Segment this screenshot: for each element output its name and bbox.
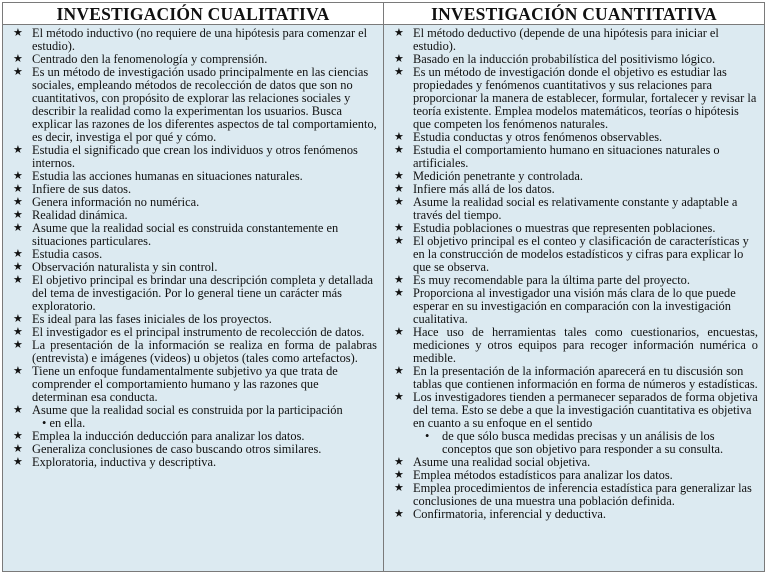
inline-sub-bullet: • en ella. <box>42 416 86 430</box>
star-icon: ★ <box>13 443 23 455</box>
star-icon: ★ <box>394 482 404 494</box>
list-item: ★ La presentación de la información se realiza en forma de palabras (entrevista) e imágenes (videos) u objetos (tales como artefactos). <box>13 338 377 365</box>
list-item: ★ Emplea procedimientos de inferencia estadística para generalizar las conclusiones de una muestra una población definida. <box>394 481 752 508</box>
list-item: ★ Emplea métodos estadísticos para analizar los datos. <box>394 468 673 482</box>
star-icon: ★ <box>13 261 23 273</box>
list-item: ★ Observación naturalista y sin control. <box>13 260 218 274</box>
star-icon: ★ <box>394 196 404 208</box>
star-icon: ★ <box>13 313 23 325</box>
list-item: ★ Basado en la inducción probabilística del positivismo lógico. <box>394 52 716 66</box>
list-item: ★ Confirmatoria, inferencial y deductiva. <box>394 507 607 521</box>
list-item: ★ Asume una realidad social objetiva. <box>394 455 591 469</box>
list-item: ★ Generaliza conclusiones de caso buscando otros similares. <box>13 442 322 456</box>
list-item: ★ Hace uso de herramientas tales como cuestionarios, encuestas, mediciones y otros equipos para recoger información numérica o medible. <box>394 325 758 365</box>
star-icon: ★ <box>394 365 404 377</box>
sub-list <box>413 430 758 456</box>
star-icon: ★ <box>394 66 404 78</box>
star-icon: ★ <box>394 131 404 143</box>
list-item: ★ Estudia el comportamiento humano en situaciones naturales o artificiales. <box>394 143 720 170</box>
list-item: ★ Es un método de investigación donde el objetivo es estudiar las propiedades y fenómenos cuantitativos y sus relaciones para proporcionar la manera de establecer, formular, fortalecer y revisar la teoría existente. Emplea modelos matemáticos, teorías o hipótesis que competen los fenómenos naturales. <box>394 65 757 131</box>
list-item: ★ Asume la realidad social es relativamente constante y adaptable a través del tiempo. <box>394 195 738 222</box>
star-icon: ★ <box>394 222 404 234</box>
list-item: ★ Infiere más allá de los datos. <box>394 182 555 196</box>
sub-list-item: • de que sólo busca medidas precisas y un análisis de los conceptos que son objetivo para responder a su consulta. <box>425 429 724 456</box>
star-icon: ★ <box>13 66 23 78</box>
star-icon: ★ <box>13 183 23 195</box>
star-icon: ★ <box>13 53 23 65</box>
list-item: ★ En la presentación de la información aparecerá en tu discusión son tablas que contienen información en forma de números y estadísticas. <box>394 364 758 391</box>
list-item: ★ Emplea la inducción deducción para analizar los datos. <box>13 429 305 443</box>
list-item: ★ El objetivo principal es el conteo y clasificación de características y en la construcción de modelos estadísticos y cifras para explicar lo que se observa. <box>394 234 749 274</box>
star-icon: ★ <box>394 456 404 468</box>
star-icon: ★ <box>394 391 404 403</box>
list-item: ★ Los investigadores tienden a permanecer separados de forma objetiva del tema. Esto se debe a que la investigación cuantitativa es objetiva en cuanto a su enfoque en el sentido • de que sólo busca medidas precisas y un análisis de los conceptos que son objetivo para responder a su consulta. <box>394 390 758 456</box>
list-item: ★ Asume que la realidad social es construida por la participación • en ella. <box>13 403 343 430</box>
star-icon: ★ <box>13 430 23 442</box>
list-item: ★ Exploratoria, inductiva y descriptiva. <box>13 455 217 469</box>
list-item: ★ Estudia conductas y otros fenómenos observables. <box>394 130 663 144</box>
star-icon: ★ <box>394 508 404 520</box>
star-icon: ★ <box>13 170 23 182</box>
qualitative-heading: INVESTIGACIÓN CUALITATIVA <box>3 3 384 25</box>
star-icon: ★ <box>394 183 404 195</box>
dot-icon: • <box>42 416 47 430</box>
star-icon: ★ <box>394 144 404 156</box>
list-item: ★ Estudia el significado que crean los individuos y otros fenómenos internos. <box>13 143 358 170</box>
list-item: ★ Estudia las acciones humanas en situaciones naturales. <box>13 169 303 183</box>
star-icon: ★ <box>394 53 404 65</box>
star-icon: ★ <box>13 456 23 468</box>
star-icon: ★ <box>13 404 23 416</box>
dot-icon: • <box>425 429 430 443</box>
comparison-table <box>2 2 765 572</box>
star-icon: ★ <box>394 235 404 247</box>
list-item: ★ Es ideal para las fases iniciales de los proyectos. <box>13 312 272 326</box>
list-item: ★ Tiene un enfoque fundamentalmente subjetivo ya que trata de comprender el comportamiento humano y las razones que determinan esa conducta. <box>13 364 338 404</box>
star-icon: ★ <box>13 274 23 286</box>
list-item: ★ Centrado den la fenomenología y comprensión. <box>13 52 268 66</box>
star-icon: ★ <box>13 339 23 351</box>
list-item: ★ Medición penetrante y controlada. <box>394 169 583 183</box>
quantitative-heading: INVESTIGACIÓN CUANTITATIVA <box>384 3 764 25</box>
star-icon: ★ <box>13 196 23 208</box>
list-item: ★ Estudia poblaciones o muestras que representen poblaciones. <box>394 221 716 235</box>
list-item: ★ Es un método de investigación usado principalmente en las ciencias sociales, empleando métodos de recolección de datos que son no cuantitativos, con propósito de explorar las relaciones sociales y describir la realidad como la experimentan los usuarios. Busca explicar las razones de los diferentes aspectos de tal comportamiento, es decir, investiga el por qué y cómo. <box>13 65 377 144</box>
quantitative-list <box>384 27 758 521</box>
star-icon: ★ <box>394 274 404 286</box>
star-icon: ★ <box>394 170 404 182</box>
qualitative-column <box>3 25 384 571</box>
list-item: ★ Infiere de sus datos. <box>13 182 132 196</box>
list-item: ★ El investigador es el principal instrumento de recolección de datos. <box>13 325 365 339</box>
list-item: ★ Realidad dinámica. <box>13 208 128 222</box>
qualitative-list <box>3 27 377 469</box>
star-icon: ★ <box>13 144 23 156</box>
list-item: ★ El método inductivo (no requiere de una hipótesis para comenzar el estudio). <box>13 26 368 53</box>
star-icon: ★ <box>394 326 404 338</box>
quantitative-column <box>384 25 764 571</box>
star-icon: ★ <box>394 27 404 39</box>
list-item: ★ Genera información no numérica. <box>13 195 200 209</box>
star-icon: ★ <box>394 469 404 481</box>
list-item: ★ El objetivo principal es brindar una descripción completa y detallada del tema de investigación. Por lo general tiene un carácter más exploratorio. <box>13 273 373 313</box>
star-icon: ★ <box>13 326 23 338</box>
star-icon: ★ <box>13 222 23 234</box>
star-icon: ★ <box>13 248 23 260</box>
list-item: ★ Estudia casos. <box>13 247 103 261</box>
star-icon: ★ <box>13 365 23 377</box>
list-item: ★ Proporciona al investigador una visión más clara de lo que puede esperar en su investigación en comparación con la investigación cualitativa. <box>394 286 736 326</box>
star-icon: ★ <box>13 27 23 39</box>
list-item: ★ El método deductivo (depende de una hipótesis para iniciar el estudio). <box>394 26 719 53</box>
list-item: ★ Asume que la realidad social es construida constantemente en situaciones particulares. <box>13 221 339 248</box>
star-icon: ★ <box>13 209 23 221</box>
star-icon: ★ <box>394 287 404 299</box>
list-item: ★ Es muy recomendable para la última parte del proyecto. <box>394 273 690 287</box>
